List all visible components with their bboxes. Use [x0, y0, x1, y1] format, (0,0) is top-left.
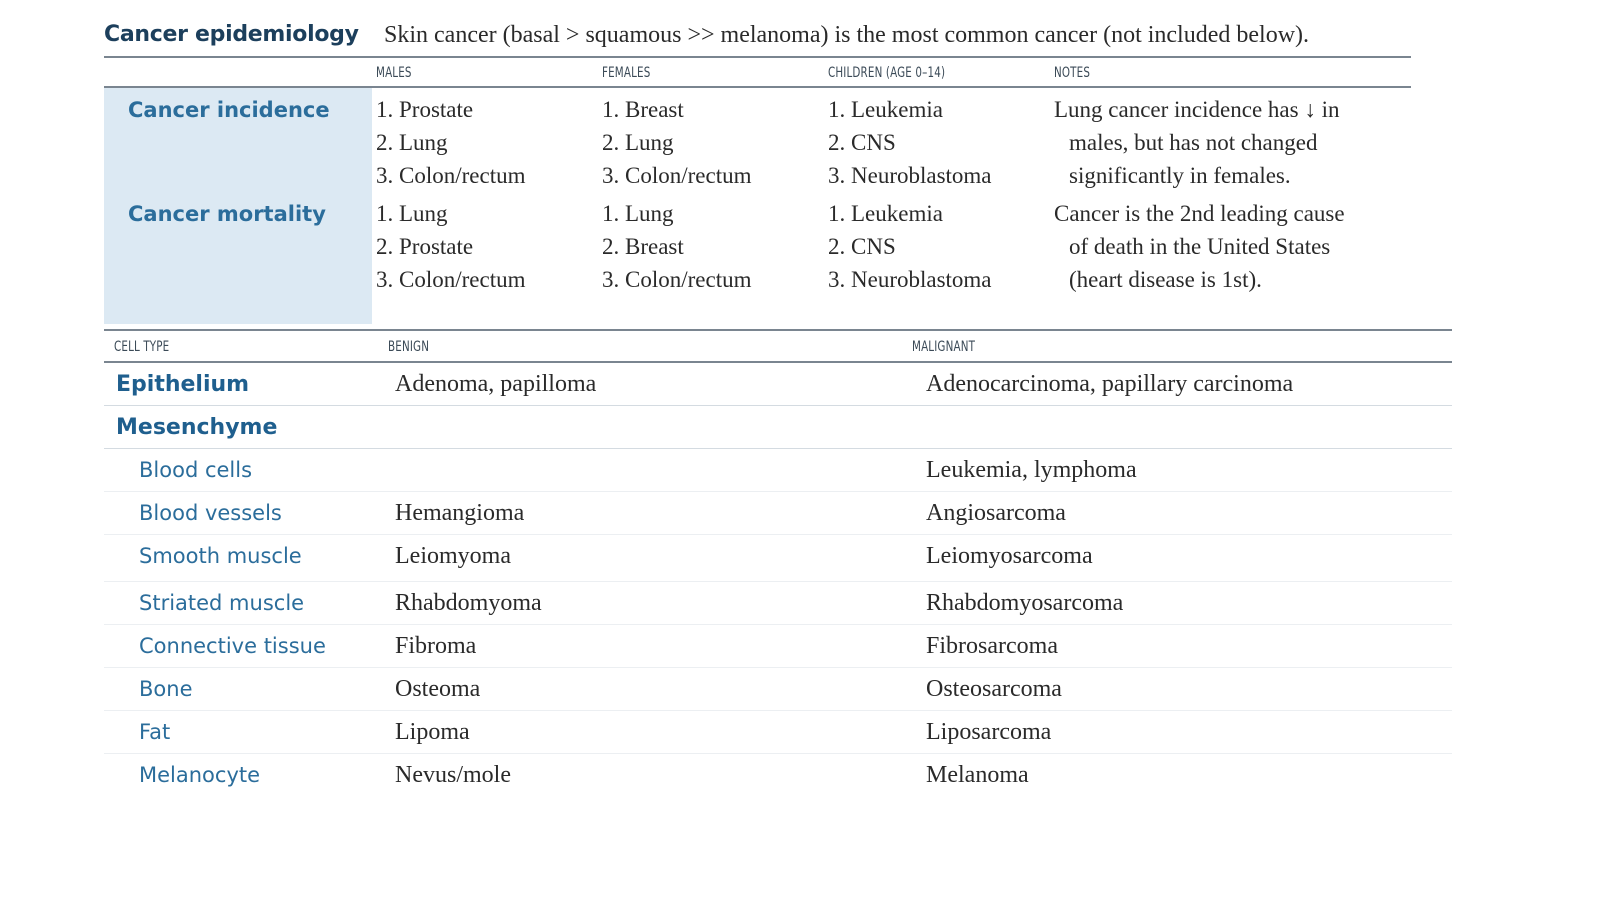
malignant-cell: Osteosarcoma: [926, 676, 1062, 702]
benign-cell: Hemangioma: [395, 500, 525, 526]
note-line: (heart disease is 1st).: [1069, 267, 1262, 292]
list-item: 2. Breast: [602, 234, 684, 259]
list-item: 1. Lung: [376, 201, 448, 226]
tumor-column-headers: [104, 331, 1452, 363]
malignant-cell: Melanoma: [926, 762, 1029, 788]
list-item: 3. Colon/rectum: [602, 163, 752, 188]
table-row: [104, 406, 1452, 449]
table-row: [104, 711, 1452, 754]
note-line: significantly in females.: [1069, 163, 1291, 188]
column-header-males: MALES: [376, 65, 412, 81]
mortality-females: [602, 197, 751, 296]
column-header-malignant: MALIGNANT: [912, 339, 976, 355]
list-item: 3. Colon/rectum: [376, 163, 526, 188]
malignant-cell: Liposarcoma: [926, 719, 1052, 745]
epidemiology-body: [104, 88, 1411, 324]
incidence-notes: [1054, 93, 1339, 192]
list-item: 1. Leukemia: [828, 97, 943, 122]
list-item: 3. Colon/rectum: [376, 267, 526, 292]
row-label-incidence: Cancer incidence: [128, 98, 330, 122]
column-header-benign: BENIGN: [388, 339, 430, 355]
table-row: [104, 492, 1452, 535]
table-row: [104, 582, 1452, 625]
cell-type-label: Connective tissue: [139, 634, 326, 658]
table-row: [104, 363, 1452, 406]
note-line: Cancer is the 2nd leading cause: [1054, 201, 1345, 226]
cell-type-label: Blood cells: [139, 458, 253, 482]
benign-cell: Fibroma: [395, 633, 477, 659]
incidence-males: [376, 93, 525, 192]
benign-cell: Leiomyoma: [395, 543, 511, 569]
list-item: 2. CNS: [828, 234, 896, 259]
epidemiology-subtitle: Skin cancer (basal > squamous >> melanoma) is the most common cancer (not included below).: [384, 22, 1310, 48]
note-line: Lung cancer incidence has ↓ in: [1054, 97, 1340, 122]
benign-cell: Osteoma: [395, 676, 481, 702]
incidence-females: [602, 93, 751, 192]
mortality-males: [376, 197, 525, 296]
cell-type-label: Blood vessels: [139, 501, 282, 525]
malignant-cell: Adenocarcinoma, papillary carcinoma: [926, 371, 1294, 397]
list-item: 3. Colon/rectum: [602, 267, 752, 292]
incidence-children: [828, 93, 992, 192]
list-item: 3. Neuroblastoma: [828, 163, 992, 188]
malignant-cell: Leukemia, lymphoma: [926, 457, 1137, 483]
list-item: 2. CNS: [828, 130, 896, 155]
tumor-nomenclature-table: [104, 329, 1452, 796]
cell-type-label: Smooth muscle: [139, 544, 302, 568]
list-item: 1. Breast: [602, 97, 684, 122]
column-header-notes: NOTES: [1054, 65, 1091, 81]
cell-type-label: Epithelium: [116, 372, 250, 397]
malignant-cell: Rhabdomyosarcoma: [926, 590, 1124, 616]
row-label-mortality: Cancer mortality: [128, 202, 326, 226]
list-item: 2. Lung: [376, 130, 448, 155]
table-row: [104, 535, 1452, 582]
cell-type-label: Striated muscle: [139, 591, 305, 615]
cancer-epidemiology-table: [104, 0, 1411, 324]
table-row: [104, 754, 1452, 796]
list-item: 2. Lung: [602, 130, 674, 155]
list-item: 1. Leukemia: [828, 201, 943, 226]
note-line: males, but has not changed: [1069, 130, 1318, 155]
table-row: [104, 668, 1452, 711]
table-row: [104, 625, 1452, 668]
table-row: [104, 449, 1452, 492]
column-header-children: CHILDREN (AGE 0–14): [828, 65, 946, 81]
list-item: 1. Lung: [602, 201, 674, 226]
column-header-females: FEMALES: [602, 65, 651, 81]
list-item: 1. Prostate: [376, 97, 474, 122]
cell-type-label: Fat: [139, 720, 171, 744]
list-item: 2. Prostate: [376, 234, 474, 259]
epidemiology-title: Cancer epidemiology: [104, 22, 359, 47]
malignant-cell: Fibrosarcoma: [926, 633, 1058, 659]
epidemiology-column-headers: [104, 58, 1411, 88]
mortality-children: [828, 197, 992, 296]
benign-cell: Adenoma, papilloma: [395, 371, 597, 397]
cell-type-label: Mesenchyme: [116, 415, 278, 440]
mortality-notes: [1054, 197, 1345, 296]
column-header-cell-type: CELL TYPE: [114, 339, 170, 355]
benign-cell: Rhabdomyoma: [395, 590, 542, 616]
list-item: 3. Neuroblastoma: [828, 267, 992, 292]
malignant-cell: Angiosarcoma: [926, 500, 1066, 526]
cell-type-label: Bone: [139, 677, 193, 701]
note-line: of death in the United States: [1069, 234, 1331, 259]
epidemiology-title-row: [104, 0, 1411, 58]
malignant-cell: Leiomyosarcoma: [926, 543, 1093, 569]
cell-type-label: Melanocyte: [139, 763, 261, 787]
benign-cell: Lipoma: [395, 719, 470, 745]
benign-cell: Nevus/mole: [395, 762, 511, 788]
